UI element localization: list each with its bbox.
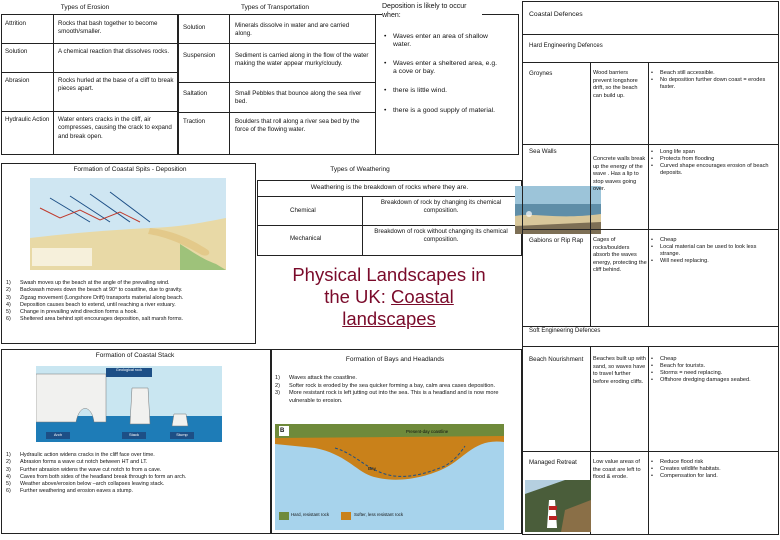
bays-diagram-coastline: Present-day coastline bbox=[406, 429, 449, 434]
soft-point: • Compensation for land. bbox=[651, 473, 776, 480]
weathering-desc-mechanical: Breakdown of rock without changing its chemical composition. bbox=[374, 228, 508, 244]
spits-step: 5) Change in prevailing wind direction forms a hook. bbox=[6, 309, 138, 316]
erosion-term-hydraulic: Hydraulic Action bbox=[5, 116, 50, 123]
stack-diagram bbox=[36, 366, 222, 442]
bays-steps bbox=[275, 375, 517, 405]
bays-diagram-bay: Bay bbox=[368, 466, 376, 471]
page-title-line2: the UK: Coastal bbox=[324, 285, 454, 307]
stack-diagram-label: Geological rock bbox=[115, 368, 143, 372]
erosion-term-solution: Solution bbox=[5, 48, 28, 55]
transport-desc-suspension: Sediment is carried along in the flow of the water making the water appear murky/cloudy. bbox=[235, 52, 369, 68]
weathering-term-chemical: Chemical bbox=[290, 207, 316, 214]
hard-point: • Protects from flooding bbox=[651, 156, 776, 163]
transport-desc-traction: Boulders that roll along a river sea bed by the force of the flowing water. bbox=[235, 118, 360, 134]
stack-caption-stump: Stump bbox=[176, 432, 188, 437]
deposition-list bbox=[384, 33, 502, 116]
spits-step: 6) Sheltered area behind spit encourages deposition, salt marsh forms. bbox=[6, 316, 184, 323]
soft-point: • Storms = need replacing. bbox=[651, 370, 776, 377]
stack-step: 5) Weather above/erosion below –arch collapses leaving stack. bbox=[6, 481, 165, 488]
stack-step: 3) Further abrasion widens the wave cut notch to from a cave. bbox=[6, 466, 162, 473]
hard-desc-groynes: Wood barriers prevent longshore drift, so the beach can build up. bbox=[593, 70, 638, 99]
spits-step: 1) Swash moves up the beach at the angle of the prevailing wind. bbox=[6, 280, 170, 286]
hard-points-sea-walls bbox=[651, 149, 776, 177]
spits-step: 3) Zigzag movement (Longshore Drift) transports material along beach. bbox=[6, 294, 184, 301]
stack-step: 1) Hydraulic action widens cracks in the cliff face over time. bbox=[6, 452, 155, 458]
hard-point: • Local material can be used to look less strange. bbox=[651, 244, 776, 258]
spits-title: Formation of Coastal Spits - Deposition bbox=[73, 166, 187, 173]
erosion-term-attrition: Attrition bbox=[5, 20, 26, 27]
hard-desc-sea-walls: Concrete walls break up the energy of the wave . Has a lip to stop waves going over. bbox=[593, 156, 646, 193]
soft-point: • Creates wildlife habitats. bbox=[651, 466, 776, 473]
hard-point: • Long life span bbox=[651, 149, 776, 156]
stack-step: 4) Caves from both sides of the headland break through to form an arch. bbox=[6, 473, 187, 480]
hard-point: • No deposition further down coast = erodes faster. bbox=[651, 77, 776, 91]
page-title-line1: Physical Landscapes in bbox=[292, 264, 486, 285]
soft-name-managed-retreat: Managed Retreat bbox=[529, 459, 577, 466]
soft-desc-managed-retreat: Low value areas of the coast are left to flood & erode. bbox=[593, 459, 641, 481]
soft-point: • Beach for tourists. bbox=[651, 363, 776, 370]
soft-points-managed-retreat bbox=[651, 459, 776, 480]
stack-steps bbox=[6, 452, 266, 496]
hard-name-sea-walls: Sea Walls bbox=[529, 148, 557, 155]
weathering-definition: Weathering is the breakdown of rocks where they are. bbox=[310, 184, 469, 191]
page-title bbox=[258, 264, 520, 329]
bays-legend-hard: Hard, resistant rock bbox=[291, 512, 330, 517]
hard-defences-table bbox=[522, 62, 779, 327]
spits-step: 4) Deposition causes beach to extend, until reaching a river estuary. bbox=[6, 301, 176, 308]
spits-steps bbox=[6, 280, 251, 324]
hard-point: • Cheap bbox=[651, 237, 776, 244]
page-title-line3: landscapes bbox=[342, 307, 436, 329]
transport-term-saltation: Saltation bbox=[183, 90, 208, 97]
soft-point: • Cheap bbox=[651, 356, 776, 363]
soft-point: • Reduce flood risk bbox=[651, 459, 776, 466]
soft-desc-nourishment: Beaches built up with sand, so waves have to travel further before eroding cliffs. bbox=[593, 356, 646, 385]
weathering-desc-chemical: Breakdown of rock by changing its chemical composition. bbox=[380, 199, 502, 215]
hard-points-groynes bbox=[651, 70, 776, 91]
hard-name-groynes: Groynes bbox=[529, 70, 553, 77]
soft-name-nourishment: Beach Nourishment bbox=[529, 356, 584, 363]
transport-desc-saltation: Small Pebbles that bounce along the sea river bed. bbox=[235, 90, 362, 106]
hard-point: • Beach still accessible. bbox=[651, 70, 776, 77]
deposition-item: • there is a good supply of material. bbox=[384, 107, 502, 115]
bays-step: 3) More resistant rock is left jutting out into the sea. This is a headland and is now more vulnerable to erosion. bbox=[275, 390, 499, 404]
weathering-title: Types of Weathering bbox=[330, 166, 390, 173]
erosion-desc-solution: A chemical reaction that dissolves rocks. bbox=[58, 48, 170, 55]
deposition-item: • there is little wind. bbox=[384, 87, 502, 95]
soft-defences-title: Soft Engineering Defences bbox=[529, 328, 601, 334]
defences-title: Coastal Defences bbox=[529, 11, 583, 18]
stack-caption-stack: Stack bbox=[128, 432, 139, 437]
stack-caption-arch: Arch bbox=[53, 432, 63, 437]
stack-step: 6) Further weathering and erosion eaves a stump. bbox=[6, 488, 133, 495]
transport-term-suspension: Suspension bbox=[183, 52, 216, 59]
hard-point: • Will need replacing. bbox=[651, 258, 776, 265]
transportation-title: Types of Transportation bbox=[241, 4, 309, 11]
stack-title: Formation of Coastal Stack bbox=[95, 352, 175, 359]
erosion-title: Types of Erosion bbox=[60, 4, 110, 11]
deposition-title: Deposition is likely to occur when: bbox=[382, 2, 482, 21]
hard-point: • Curved shape encourages erosion of beach deposits. bbox=[651, 163, 776, 177]
erosion-desc-hydraulic: Water enters cracks in the cliff, air compresses, causing the crack to expand and break open. bbox=[58, 116, 172, 140]
managed-retreat-photo bbox=[525, 480, 591, 532]
weathering-term-mechanical: Mechanical bbox=[290, 235, 322, 242]
erosion-term-abrasion: Abrasion bbox=[5, 77, 30, 84]
bays-legend-soft: Softer, less resistant rock bbox=[354, 512, 404, 517]
transport-term-solution: Solution bbox=[183, 24, 206, 31]
hard-defences-title: Hard Engineering Defences bbox=[529, 43, 603, 49]
deposition-item: • Waves enter an area of shallow water. bbox=[384, 33, 502, 50]
deposition-item: • Waves enter a sheltered area, e.g. a cove or bay. bbox=[384, 60, 502, 77]
transport-term-traction: Traction bbox=[183, 118, 206, 125]
soft-points-nourishment bbox=[651, 356, 776, 384]
spit-diagram bbox=[30, 178, 226, 270]
hard-points-gabions bbox=[651, 237, 776, 265]
hard-desc-gabions: Cages of rocks/boulders absorb the waves energy, protecting the cliff behind. bbox=[593, 237, 647, 274]
soft-point: • Offshore dredging damages seabed. bbox=[651, 377, 776, 384]
erosion-desc-abrasion: Rocks hurled at the base of a cliff to break pieces apart. bbox=[58, 77, 174, 93]
bays-title: Formation of Bays and Headlands bbox=[345, 356, 445, 363]
page-title-link[interactable]: Coastal bbox=[391, 285, 454, 307]
stack-step: 2) Abrasion forms a wave cut notch between HT and LT. bbox=[6, 459, 148, 466]
bays-diagram-corner: B bbox=[280, 428, 285, 434]
hard-name-gabions: Gabions or Rip Rap bbox=[529, 237, 584, 244]
bays-step: 2) Softer rock is eroded by the sea quicker forming a bay, calm area cases deposition. bbox=[275, 382, 496, 389]
spits-step: 2) Backwash moves down the beach at 90° to coastline, due to gravity. bbox=[6, 287, 183, 294]
bays-step: 1) Waves attack the coastline. bbox=[275, 375, 357, 381]
erosion-desc-attrition: Rocks that bash together to become smooth/smaller. bbox=[58, 20, 158, 36]
transport-desc-solution: Minerals dissolve in water and are carried along. bbox=[235, 22, 350, 38]
